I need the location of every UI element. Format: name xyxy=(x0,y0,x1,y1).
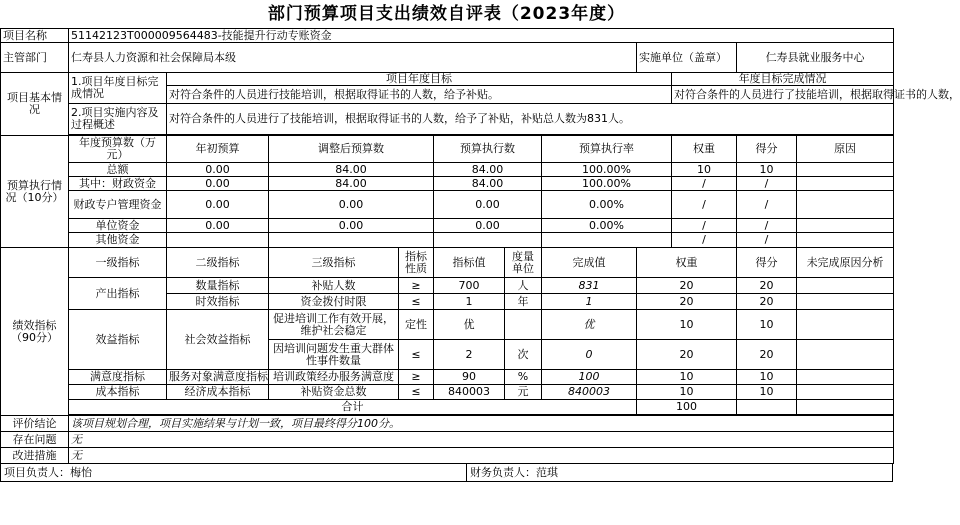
total-reason xyxy=(797,400,894,415)
perf-header-1: 二级指标 xyxy=(167,248,269,278)
basic-impl-row xyxy=(1,104,894,135)
perf-weight: 20 xyxy=(637,294,737,310)
perf-row xyxy=(1,385,894,400)
perf-nature: ≥ xyxy=(399,278,434,294)
perf-done: 840003 xyxy=(542,385,637,400)
perf-reason xyxy=(797,310,894,340)
issue-text: 无 xyxy=(69,432,894,448)
perf-reason xyxy=(797,278,894,294)
perf-header-6: 完成值 xyxy=(542,248,637,278)
total-score xyxy=(737,400,797,415)
budget-score: 10 xyxy=(737,163,797,177)
perf-header-3: 指标性质 xyxy=(399,248,434,278)
perf-l1: 成本指标 xyxy=(69,385,167,400)
perf-unit: 年 xyxy=(505,294,542,310)
perf-l2: 数量指标 xyxy=(167,278,269,294)
total-weight: 100 xyxy=(637,400,737,415)
perf-header-0: 一级指标 xyxy=(69,248,167,278)
perf-unit: 元 xyxy=(505,385,542,400)
perf-unit: 人 xyxy=(505,278,542,294)
perf-reason xyxy=(797,385,894,400)
perf-l3: 培训政策经办服务满意度 xyxy=(269,370,399,385)
perf-nature: ≤ xyxy=(399,340,434,370)
project-name-label: 项目名称 xyxy=(1,29,69,43)
output-label: 产出指标 xyxy=(69,278,167,310)
budget-row xyxy=(1,219,894,233)
budget-executed: 0.00 xyxy=(434,191,542,219)
perf-l3: 补贴资金总数 xyxy=(269,385,399,400)
benefit-label: 效益指标 xyxy=(69,310,167,370)
perf-nature: ≤ xyxy=(399,294,434,310)
measure-text: 无 xyxy=(69,448,894,464)
perf-done: 0 xyxy=(542,340,637,370)
budget-label: 预算执行情况（10分） xyxy=(1,136,69,248)
finance-leader: 财务负责人：范琪 xyxy=(470,466,558,479)
perf-score: 10 xyxy=(737,310,797,340)
budget-row xyxy=(1,233,894,248)
perf-l2: 服务对象满意度指标 xyxy=(167,370,269,385)
page-title: 部门预算项目支出绩效自评表（2023年度） xyxy=(267,4,626,24)
budget-weight: 10 xyxy=(672,163,737,177)
budget-row xyxy=(1,191,894,219)
perf-weight: 10 xyxy=(637,370,737,385)
conclusion-label: 评价结论 xyxy=(1,416,69,432)
perf-done: 100 xyxy=(542,370,637,385)
budget-reason xyxy=(797,219,894,233)
perf-row xyxy=(1,310,894,340)
perf-value: 1 xyxy=(434,294,505,310)
goal-header: 项目年度目标 xyxy=(167,73,672,86)
goal-row-label: 1.项目年度目标完成情况 xyxy=(69,73,167,104)
budget-initial: 0.00 xyxy=(167,177,269,191)
perf-l3: 促进培训工作有效开展，维护社会稳定 xyxy=(269,310,399,340)
budget-header-row xyxy=(1,136,894,163)
budget-executed: 0.00 xyxy=(434,219,542,233)
budget-row-name: 其他资金 xyxy=(69,233,167,248)
budget-weight: / xyxy=(672,191,737,219)
budget-header-2: 调整后预算数 xyxy=(269,136,434,163)
perf-l2: 时效指标 xyxy=(167,294,269,310)
perf-header-4: 指标值 xyxy=(434,248,505,278)
perf-value: 840003 xyxy=(434,385,505,400)
perf-weight: 20 xyxy=(637,340,737,370)
budget-score: / xyxy=(737,233,797,248)
dept-value: 仁寿县人力资源和社会保障局本级 xyxy=(69,43,637,73)
budget-executed xyxy=(434,233,542,248)
perf-score: 10 xyxy=(737,385,797,400)
budget-header-7: 原因 xyxy=(797,136,894,163)
budget-reason xyxy=(797,163,894,177)
budget-rate: 0.00% xyxy=(542,191,672,219)
basic-goal-header-row xyxy=(1,73,894,86)
perf-score: 10 xyxy=(737,370,797,385)
perf-done: 1 xyxy=(542,294,637,310)
budget-adjusted: 84.00 xyxy=(269,163,434,177)
perf-weight: 10 xyxy=(637,385,737,400)
perf-score: 20 xyxy=(737,340,797,370)
impl-content-text: 对符合条件的人员进行了技能培训，根据取得证书的人数，给予了补贴，补贴总人数为831人。 xyxy=(167,104,894,135)
budget-header-5: 权重 xyxy=(672,136,737,163)
issue-label: 存在问题 xyxy=(1,432,69,448)
perf-score: 20 xyxy=(737,294,797,310)
dept-row xyxy=(1,43,894,73)
budget-row-name: 财政专户管理资金 xyxy=(69,191,167,219)
budget-weight: / xyxy=(672,219,737,233)
perf-unit: % xyxy=(505,370,542,385)
basic-label: 项目基本情况 xyxy=(1,73,69,136)
perf-value: 90 xyxy=(434,370,505,385)
budget-row-name: 单位资金 xyxy=(69,219,167,233)
budget-adjusted: 0.00 xyxy=(269,219,434,233)
budget-reason xyxy=(797,233,894,248)
budget-rate: 100.00% xyxy=(542,177,672,191)
budget-adjusted: 84.00 xyxy=(269,177,434,191)
perf-row xyxy=(1,278,894,294)
perf-reason xyxy=(797,370,894,385)
perf-value: 700 xyxy=(434,278,505,294)
budget-score: / xyxy=(737,219,797,233)
budget-reason xyxy=(797,191,894,219)
budget-initial: 0.00 xyxy=(167,191,269,219)
perf-unit: 次 xyxy=(505,340,542,370)
perf-reason xyxy=(797,340,894,370)
perf-label: 绩效指标（90分） xyxy=(1,248,69,416)
budget-header-0: 年度预算数（万元） xyxy=(69,136,167,163)
perf-done: 831 xyxy=(542,278,637,294)
budget-reason xyxy=(797,177,894,191)
budget-header-3: 预算执行数 xyxy=(434,136,542,163)
goal-text: 对符合条件的人员进行技能培训，根据取得证书的人数，给予补贴。 xyxy=(167,86,672,104)
measure-label: 改进措施 xyxy=(1,448,69,464)
perf-l2: 经济成本指标 xyxy=(167,385,269,400)
perf-l1: 满意度指标 xyxy=(69,370,167,385)
completion-header: 年度目标完成情况 xyxy=(672,73,894,86)
budget-adjusted: 0.00 xyxy=(269,191,434,219)
perf-header-row xyxy=(1,248,894,278)
perf-row xyxy=(1,370,894,385)
perf-header-7: 权重 xyxy=(637,248,737,278)
budget-initial: 0.00 xyxy=(167,163,269,177)
budget-row xyxy=(1,163,894,177)
budget-weight: / xyxy=(672,177,737,191)
impl-unit-label: 实施单位（盖章） xyxy=(637,43,737,73)
perf-reason xyxy=(797,294,894,310)
perf-weight: 10 xyxy=(637,310,737,340)
perf-nature: ≤ xyxy=(399,385,434,400)
budget-initial xyxy=(167,233,269,248)
perf-value: 优 xyxy=(434,310,505,340)
budget-executed: 84.00 xyxy=(434,163,542,177)
perf-value: 2 xyxy=(434,340,505,370)
perf-unit xyxy=(505,310,542,340)
budget-score: / xyxy=(737,177,797,191)
budget-weight: / xyxy=(672,233,737,248)
perf-header-2: 三级指标 xyxy=(269,248,399,278)
budget-adjusted xyxy=(269,233,434,248)
social-label: 社会效益指标 xyxy=(167,310,269,370)
budget-rate xyxy=(542,233,672,248)
perf-nature: ≥ xyxy=(399,370,434,385)
project-leader: 项目负责人：梅怡 xyxy=(1,464,467,481)
perf-header-8: 得分 xyxy=(737,248,797,278)
perf-header-9: 未完成原因分析 xyxy=(797,248,894,278)
budget-initial: 0.00 xyxy=(167,219,269,233)
budget-row-name: 其中：财政资金 xyxy=(69,177,167,191)
conclusion-text: 该项目规划合理，项目实施结果与计划一致，项目最终得分100分。 xyxy=(69,416,894,432)
perf-done: 优 xyxy=(542,310,637,340)
project-name-row xyxy=(1,29,894,43)
budget-header-6: 得分 xyxy=(737,136,797,163)
perf-l3: 补贴人数 xyxy=(269,278,399,294)
issue-row xyxy=(1,432,894,448)
total-label: 合计 xyxy=(69,400,637,415)
budget-header-1: 年初预算 xyxy=(167,136,269,163)
perf-l3: 资金拨付时限 xyxy=(269,294,399,310)
measure-row xyxy=(1,448,894,464)
budget-rate: 0.00% xyxy=(542,219,672,233)
impl-unit-value: 仁寿县就业服务中心 xyxy=(737,43,894,73)
perf-l3: 因培训问题发生重大群体性事件数量 xyxy=(269,340,399,370)
dept-label: 主管部门 xyxy=(1,43,69,73)
perf-score: 20 xyxy=(737,278,797,294)
perf-header-5: 度量单位 xyxy=(505,248,542,278)
impl-content-label: 2.项目实施内容及过程概述 xyxy=(69,104,167,135)
budget-rate: 100.00% xyxy=(542,163,672,177)
total-row xyxy=(1,400,894,415)
conclusion-row xyxy=(1,416,894,432)
budget-row xyxy=(1,177,894,191)
perf-nature: 定性 xyxy=(399,310,434,340)
evaluation-table xyxy=(0,28,960,464)
signature-footer xyxy=(0,464,893,482)
budget-executed: 84.00 xyxy=(434,177,542,191)
budget-row-name: 总额 xyxy=(69,163,167,177)
completion-text: 对符合条件的人员进行了技能培训，根据取得证书的人数， xyxy=(672,86,894,104)
budget-score: / xyxy=(737,191,797,219)
perf-weight: 20 xyxy=(637,278,737,294)
project-name-value: 51142123T000009564483-技能提升行动专账资金 xyxy=(69,29,894,43)
budget-header-4: 预算执行率 xyxy=(542,136,672,163)
